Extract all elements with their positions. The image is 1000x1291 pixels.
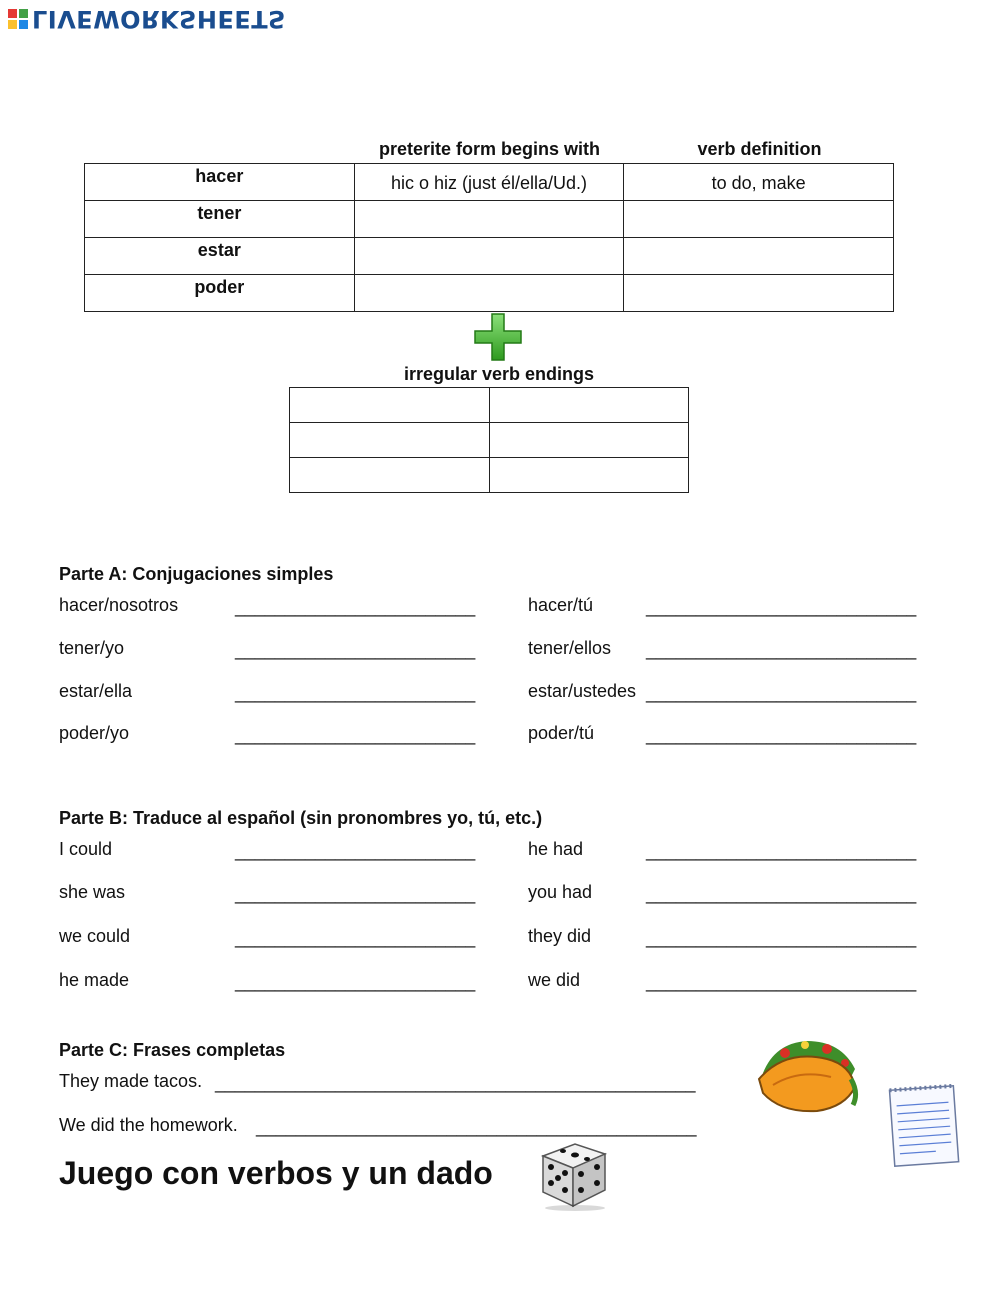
ending-cell[interactable] [290, 388, 490, 423]
header-verb-definition: verb definition [697, 139, 822, 159]
parte-b-label: you had [528, 882, 593, 902]
definition-cell[interactable] [624, 201, 894, 238]
parte-a-label: tener/yo [59, 638, 125, 658]
parte-b-title: Parte B: Traduce al español (sin pronombres yo, tú, etc.) [59, 808, 543, 828]
verb-cell: hacer [85, 164, 355, 201]
parte-a-title: Parte A: Conjugaciones simples [59, 564, 334, 584]
parte-b-label: she was [59, 882, 126, 902]
parte-b-label: we could [59, 926, 131, 946]
dice-icon [535, 1140, 611, 1212]
definition-cell[interactable]: to do, make [624, 164, 894, 201]
answer-blank[interactable]: ____________________________________________ [256, 1117, 697, 1137]
answer-blank[interactable]: ________________________ [235, 841, 476, 861]
answer-blank[interactable]: ________________________ [235, 928, 476, 948]
answer-blank[interactable]: ________________________ [235, 884, 476, 904]
begins-cell[interactable] [354, 275, 624, 312]
answer-blank[interactable]: ___________________________ [646, 640, 917, 660]
answer-blank[interactable]: ________________________________________________ [215, 1073, 696, 1093]
verb-cell: estar [85, 238, 355, 275]
game-title: Juego con verbos y un dado [59, 1155, 493, 1191]
table-row [85, 238, 894, 275]
parte-b-label: he made [59, 970, 130, 990]
endings-table [289, 387, 689, 493]
parte-a-label: tener/ellos [528, 638, 612, 658]
answer-blank[interactable]: ___________________________ [646, 841, 917, 861]
ending-cell[interactable] [489, 458, 689, 493]
parte-c-label: They made tacos. [59, 1071, 203, 1091]
verb-table [84, 163, 894, 312]
answer-blank[interactable]: ___________________________ [646, 972, 917, 992]
parte-a-label: hacer/nosotros [59, 595, 179, 615]
parte-a-label: poder/tú [528, 723, 595, 743]
parte-b-label: they did [528, 926, 592, 946]
logo-text: LIVEWORKSHEETS [32, 5, 286, 33]
table-row [85, 201, 894, 238]
liveworksheets-logo [8, 4, 286, 34]
answer-blank[interactable]: ________________________ [235, 640, 476, 660]
table-row [290, 458, 689, 493]
parte-a-label: hacer/tú [528, 595, 594, 615]
parte-b-label: he had [528, 839, 584, 859]
answer-blank[interactable]: ___________________________ [646, 725, 917, 745]
parte-b-label: I could [59, 839, 113, 859]
table-row [290, 388, 689, 423]
parte-c-title: Parte C: Frases completas [59, 1040, 286, 1060]
answer-blank[interactable]: ________________________ [235, 725, 476, 745]
table-row [85, 164, 894, 201]
begins-cell[interactable] [354, 201, 624, 238]
answer-blank[interactable]: ________________________ [235, 683, 476, 703]
table-row [85, 275, 894, 312]
taco-icon [755, 1035, 861, 1115]
ending-cell[interactable] [290, 458, 490, 493]
answer-blank[interactable]: ________________________ [235, 597, 476, 617]
answer-blank[interactable]: ___________________________ [646, 597, 917, 617]
verb-cell: poder [85, 275, 355, 312]
ending-cell[interactable] [290, 423, 490, 458]
ending-cell[interactable] [489, 388, 689, 423]
answer-blank[interactable]: ___________________________ [646, 928, 917, 948]
definition-cell[interactable] [624, 275, 894, 312]
begins-cell[interactable]: hic o hiz (just él/ella/Ud.) [354, 164, 624, 201]
parte-a-label: poder/yo [59, 723, 130, 743]
ending-cell[interactable] [489, 423, 689, 458]
verb-cell: tener [85, 201, 355, 238]
parte-c-label: We did the homework. [59, 1115, 238, 1135]
parte-a-label: estar/ustedes [528, 681, 637, 701]
plus-icon [473, 312, 523, 362]
answer-blank[interactable]: ___________________________ [646, 884, 917, 904]
definition-cell[interactable] [624, 238, 894, 275]
table-row [290, 423, 689, 458]
header-preterite-form: preterite form begins with [378, 139, 601, 159]
answer-blank[interactable]: ________________________ [235, 972, 476, 992]
parte-b-label: we did [528, 970, 581, 990]
irregular-endings-title: irregular verb endings [403, 364, 595, 384]
notepad-icon [884, 1080, 964, 1170]
logo-squares-icon [8, 9, 28, 29]
begins-cell[interactable] [354, 238, 624, 275]
answer-blank[interactable]: ___________________________ [646, 683, 917, 703]
parte-a-label: estar/ella [59, 681, 133, 701]
